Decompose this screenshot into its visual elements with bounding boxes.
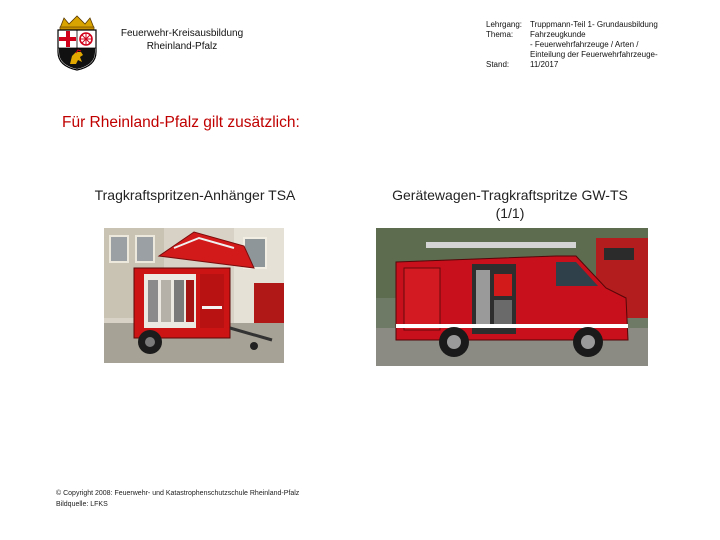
org-line-1: Feuerwehr-Kreisausbildung — [120, 28, 244, 39]
meta-row-lehrgang — [486, 20, 686, 30]
meta-value-stand: 11/2017 — [530, 60, 559, 69]
left-caption: Tragkraftspritzen-Anhänger TSA — [94, 187, 296, 203]
meta-row-stand — [486, 60, 686, 70]
copyright-text: © Copyright 2008: Feuerwehr- und Katastrophenschutzschule Rheinland-Pfalz — [56, 490, 300, 497]
image-source-text: Bildquelle: LFKS — [56, 501, 108, 508]
right-caption-line-1: Gerätewagen-Tragkraftspritze GW-TS — [392, 187, 628, 203]
meta-key-lehrgang: Lehrgang: — [486, 20, 523, 29]
meta-value-thema: Fahrzeugkunde - Feuerwehrfahrzeuge / Arten / Einteilung der Feuerwehrfahrzeuge- — [530, 30, 658, 59]
right-caption — [360, 186, 660, 222]
van-photo — [376, 228, 648, 366]
course-meta — [486, 20, 686, 70]
org-line-2: Rheinland-Pfalz — [146, 41, 218, 52]
section-subtitle: Für Rheinland-Pfalz gilt zusätzlich: — [62, 114, 300, 131]
meta-row-thema — [486, 30, 686, 60]
meta-value-lehrgang: Truppmann-Teil 1- Grundausbildung — [530, 20, 658, 29]
coat-of-arms-icon — [54, 14, 100, 72]
organization-name — [112, 27, 252, 53]
meta-key-stand: Stand: — [486, 60, 510, 69]
meta-key-thema: Thema: — [486, 30, 514, 39]
right-caption-line-2: (1/1) — [495, 205, 525, 221]
trailer-photo — [104, 228, 284, 363]
footer — [56, 488, 299, 510]
